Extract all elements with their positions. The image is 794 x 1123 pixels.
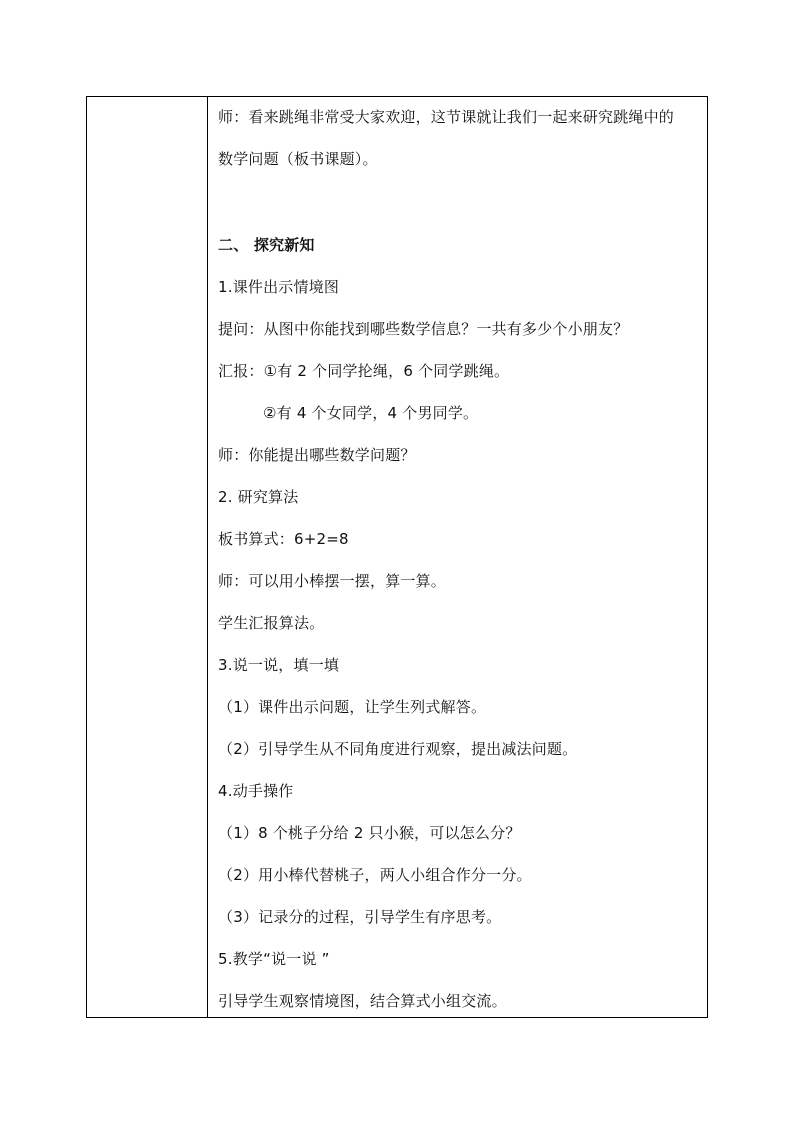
- lesson-table: [86, 96, 708, 1018]
- step-5-item-1: 引导学生观察情境图，结合算式小组交流。: [218, 992, 507, 1010]
- table-left-cell: [87, 97, 208, 1017]
- student-report: 学生汇报算法。: [218, 614, 325, 632]
- step-4-item-1: （1）8 个桃子分给 2 只小猴，可以怎么分？: [218, 824, 521, 842]
- step-4-title: 4.动手操作: [218, 782, 294, 800]
- step-2-title: 2. 研究算法: [218, 488, 299, 506]
- teacher-question: 师：你能提出哪些数学问题？: [218, 446, 416, 464]
- step-4-item-2: （2）用小棒代替桃子，两人小组合作分一分。: [218, 866, 532, 884]
- step-5-title: 5.教学“说一说 ”: [218, 950, 330, 968]
- intro-line-1: 师：看来跳绳非常受大家欢迎，这节课就让我们一起来研究跳绳中的: [218, 108, 675, 126]
- step-4-item-3: （3）记录分的过程，引导学生有序思考。: [218, 908, 502, 926]
- report-line-1: 汇报：①有 2 个同学抡绳，6 个同学跳绳。: [218, 362, 510, 380]
- section-title: 二、 探究新知: [218, 236, 315, 254]
- question-line: 提问：从图中你能找到哪些数学信息？一共有多少个小朋友？: [218, 320, 629, 338]
- intro-line-2: 数学问题（板书课题）。: [218, 150, 378, 168]
- step-3-item-2: （2）引导学生从不同角度进行观察，提出减法问题。: [218, 740, 578, 758]
- formula-line: 板书算式：6+2=8: [218, 530, 349, 548]
- report-line-2: ②有 4 个女同学，4 个男同学。: [263, 404, 479, 422]
- table-content-cell: [208, 97, 707, 1017]
- step-1-title: 1.课件出示情境图: [218, 278, 340, 296]
- teacher-instruction: 师：可以用小棒摆一摆，算一算。: [218, 572, 447, 590]
- step-3-title: 3.说一说，填一填: [218, 656, 340, 674]
- step-3-item-1: （1）课件出示问题，让学生列式解答。: [218, 698, 487, 716]
